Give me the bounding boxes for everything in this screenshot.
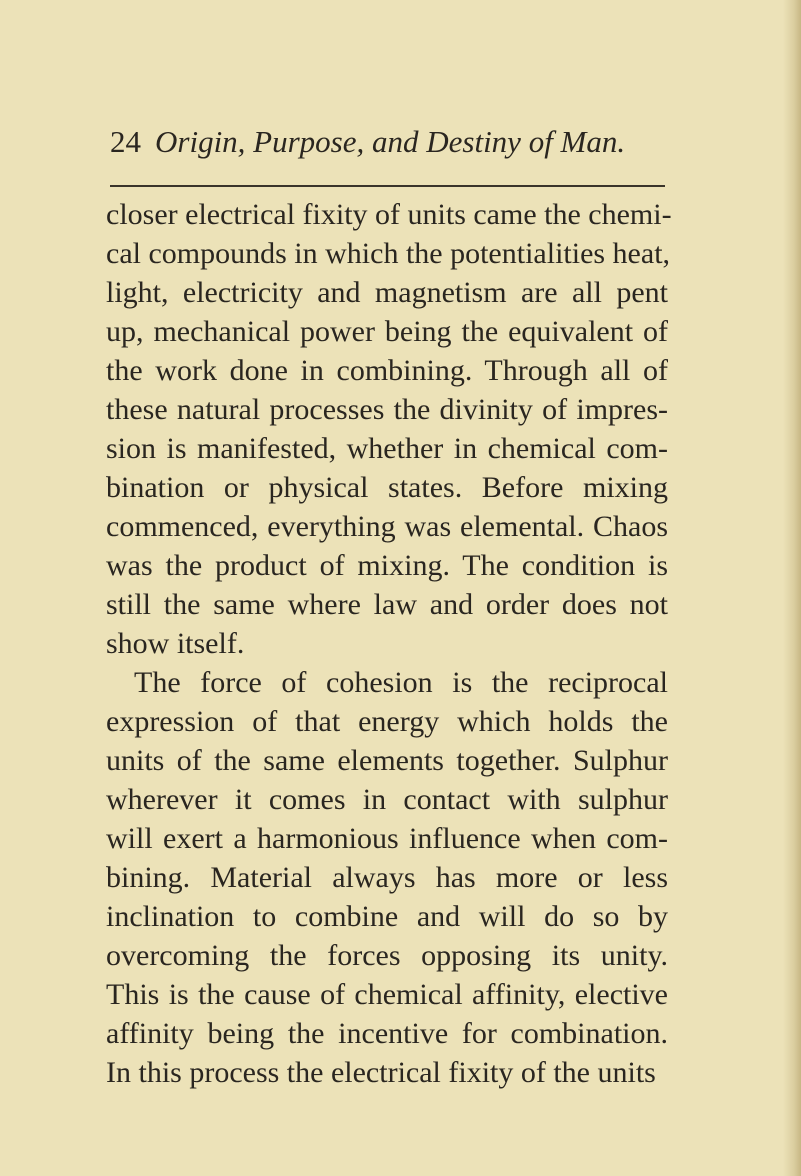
text-line: units of the same elements together. Sulphur [106,744,668,777]
text-line: The force of cohesion is the reciprocal [134,666,668,699]
text-line: light, electricity and magnetism are all pent [106,276,668,309]
running-title: Origin, Purpose, and Destiny of Man. [155,124,626,159]
text-line: up, mechanical power being the equivalent of [106,315,668,348]
text-line: bination or physical states. Before mixing [106,471,668,504]
text-line: show itself. [106,627,245,660]
text-line: the work done in combining. Through all of [106,354,668,387]
text-line: inclination to combine and will do so by [106,900,668,933]
text-line: closer electrical fixity of units came the chemi- [106,198,672,231]
page-number: 24 [110,124,141,159]
text-line: wherever it comes in contact with sulphur [106,783,668,816]
text-line: will exert a harmonious influence when com- [106,822,668,855]
header-rule [110,185,665,187]
text-line: commenced, everything was elemental. Chaos [106,510,668,543]
text-line: was the product of mixing. The condition is [106,549,668,582]
text-line: still the same where law and order does not [106,588,668,621]
text-line: sion is manifested, whether in chemical com- [106,432,668,465]
paragraph-2 [106,663,668,1092]
body-text [106,195,672,1092]
text-line: In this process the electrical fixity of the units [106,1056,656,1089]
text-line: bining. Material always has more or less [106,861,668,894]
text-line: cal compounds in which the potentialities heat, [106,237,671,270]
running-header [110,122,670,162]
text-line: affinity being the incentive for combination. [106,1017,668,1050]
text-line: these natural processes the divinity of impres- [106,393,668,426]
text-line: This is the cause of chemical affinity, elective [106,978,668,1011]
text-line: overcoming the forces opposing its unity. [106,939,668,972]
page-edge-shadow [783,0,801,1176]
paragraph-1 [106,195,672,663]
text-line: expression of that energy which holds the [106,705,668,738]
